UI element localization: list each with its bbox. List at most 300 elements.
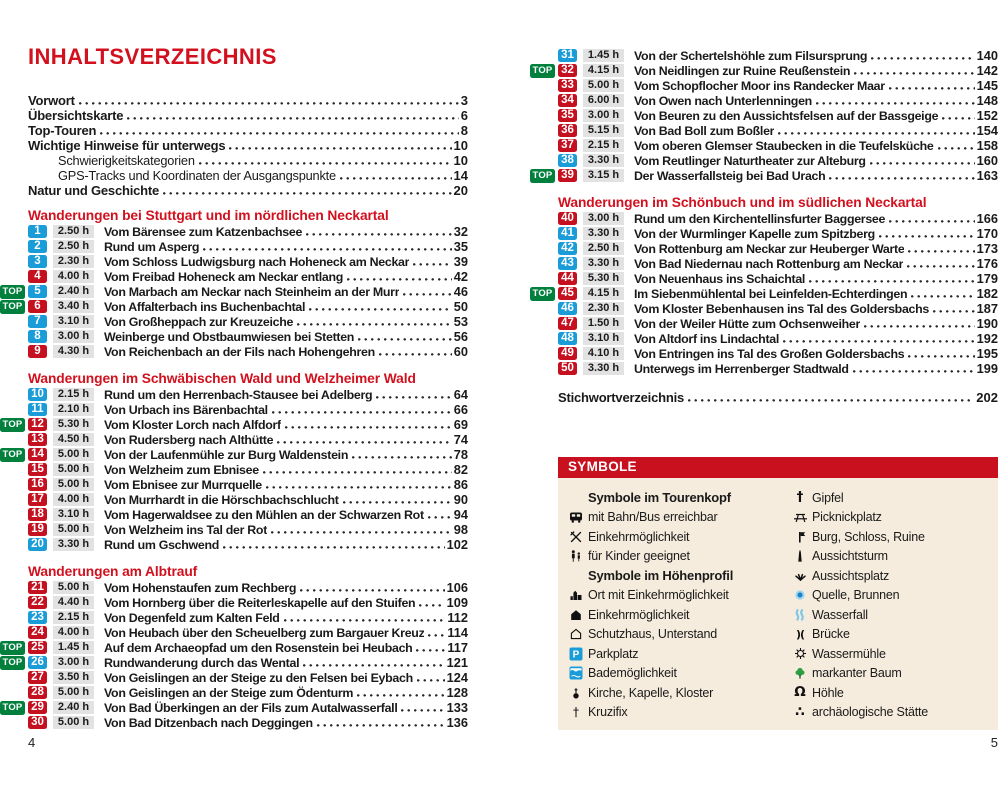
- tour-duration: 4.15 h: [583, 287, 624, 301]
- tour-number-badge: 32: [558, 64, 577, 78]
- front-matter-page: 8: [460, 123, 468, 138]
- tour-section: [2, 371, 468, 552]
- front-matter-label: GPS-Tracks und Koordinaten der Ausgangspunkte: [58, 168, 336, 183]
- tour-title: Von Altdorf ins Lindachtal: [634, 331, 780, 346]
- symbol-legend-row: [788, 586, 992, 606]
- tour-duration: 3.10 h: [583, 332, 624, 346]
- tour-page: 102: [446, 537, 468, 552]
- dot-leader: [309, 308, 452, 311]
- tour-duration: 3.00 h: [53, 656, 94, 670]
- tour-number-badge: 47: [558, 317, 577, 331]
- symbol-legend-row: [564, 683, 788, 703]
- dot-leader: [352, 456, 452, 459]
- tour-title: Vom Schopflocher Moor ins Randecker Maar: [634, 78, 885, 93]
- dot-leader: [942, 117, 974, 120]
- tour-title: Von Owen nach Unterlenningen: [634, 93, 812, 108]
- tour-duration: 3.00 h: [53, 330, 94, 344]
- symbol-legend-row: [788, 703, 992, 723]
- tour-duration: 2.15 h: [583, 139, 624, 153]
- spring-icon: [788, 588, 812, 603]
- symbols-box-body: [558, 478, 998, 730]
- tour-number-badge: 48: [558, 332, 577, 346]
- tour-number-badge: 27: [28, 671, 47, 685]
- toc-tour-row: [558, 256, 998, 271]
- tour-section: [2, 564, 468, 730]
- tour-page: 163: [976, 168, 998, 183]
- tour-duration: 4.10 h: [583, 347, 624, 361]
- tour-title: Von Affalterbach ins Buchenbachtal: [104, 299, 306, 314]
- tour-page: 64: [453, 387, 468, 402]
- toc-tour-row: [558, 361, 998, 376]
- tour-page: 74: [453, 432, 468, 447]
- top-badge: TOP: [0, 285, 25, 299]
- symbol-label: Gipfel: [812, 490, 844, 505]
- house-filled-icon: [564, 607, 588, 622]
- tour-number-badge: 4: [28, 270, 47, 284]
- tour-title: Von Welzheim ins Tal der Rot: [104, 522, 268, 537]
- tour-page: 142: [976, 63, 998, 78]
- tour-title: Von Degenfeld zum Kalten Feld: [104, 610, 280, 625]
- tour-number-badge: 38: [558, 154, 577, 168]
- archaeology-icon: ∴: [795, 703, 805, 720]
- tour-title: Von Murrhardt in die Hörschbachschlucht: [104, 492, 339, 507]
- symbol-label: Wassermühle: [812, 646, 886, 661]
- tour-number-badge: 8: [28, 330, 47, 344]
- dot-leader: [778, 132, 974, 135]
- tour-page: 90: [453, 492, 468, 507]
- symbol-label: für Kinder geeignet: [588, 549, 690, 564]
- tour-title: Von Bad Ditzenbach nach Deggingen: [104, 715, 313, 730]
- tour-number-badge: 9: [28, 345, 47, 359]
- symbol-label: markanter Baum: [812, 666, 902, 681]
- dot-leader: [428, 634, 445, 637]
- tour-page: 94: [453, 507, 468, 522]
- tour-title: Von Bad Boll zum Boßler: [634, 123, 775, 138]
- toc-tour-row: [28, 715, 468, 730]
- tour-page: 192: [976, 331, 998, 346]
- front-matter-list: [28, 93, 468, 198]
- picnic-icon: [788, 510, 812, 525]
- tour-page: 53: [453, 314, 468, 329]
- dot-leader: [688, 399, 974, 402]
- symbols-subheader-row: [564, 488, 788, 508]
- tour-number-badge: 50: [558, 362, 577, 376]
- tour-number-badge: 26: [28, 656, 47, 670]
- tour-page: 106: [446, 580, 468, 595]
- tour-page: 98: [453, 522, 468, 537]
- tour-number-badge: 25: [28, 641, 47, 655]
- tour-duration: 1.50 h: [583, 317, 624, 331]
- dot-leader: [347, 278, 452, 281]
- tour-title: Vom Hagerwaldsee zu den Mühlen an der Schwarzen Rot: [104, 507, 424, 522]
- watermill-icon: [788, 646, 812, 661]
- top-badge: TOP: [0, 300, 25, 314]
- tour-duration: 3.30 h: [583, 227, 624, 241]
- church-icon: [564, 685, 588, 700]
- tour-duration: 3.30 h: [53, 538, 94, 552]
- tour-section: [532, 48, 998, 183]
- tour-title: Rund um Asperg: [104, 239, 200, 254]
- front-matter-label: Übersichtskarte: [28, 108, 124, 123]
- dot-leader: [889, 220, 975, 223]
- symbol-legend-row: [564, 547, 788, 567]
- front-matter-row: [28, 168, 468, 183]
- dot-leader: [285, 426, 452, 429]
- symbol-label: Kruzifix: [588, 705, 628, 720]
- tour-title: Von Rudersberg nach Althütte: [104, 432, 274, 447]
- tour-duration: 5.00 h: [53, 523, 94, 537]
- tour-number-badge: 46: [558, 302, 577, 316]
- dot-leader: [79, 102, 459, 105]
- tour-title: Auf dem Archaeopfad um den Rosenstein bei Heubach: [104, 640, 413, 655]
- crucifix-icon: †: [573, 705, 579, 720]
- tour-title: Von Urbach ins Bärenbachtal: [104, 402, 268, 417]
- dot-leader: [417, 679, 445, 682]
- tour-duration: 3.30 h: [583, 362, 624, 376]
- tour-duration: 5.00 h: [583, 79, 624, 93]
- tour-page: 56: [453, 329, 468, 344]
- tour-duration: 4.00 h: [53, 270, 94, 284]
- tour-page: 60: [453, 344, 468, 359]
- tour-duration: 3.00 h: [583, 212, 624, 226]
- tour-number-badge: 35: [558, 109, 577, 123]
- dot-leader: [853, 370, 975, 373]
- dot-leader: [416, 649, 445, 652]
- dot-leader: [908, 355, 974, 358]
- front-matter-label: Schwierigkeitskategorien: [58, 153, 195, 168]
- symbol-label: archäologische Stätte: [812, 705, 929, 720]
- tour-title: Vom Ebnisee zur Murrquelle: [104, 477, 262, 492]
- tour-number-badge: 21: [28, 581, 47, 595]
- symbol-label: Quelle, Brunnen: [812, 588, 900, 603]
- page-title: INHALTSVERZEICHNIS: [28, 44, 277, 69]
- front-matter-label: Vorwort: [28, 93, 75, 108]
- tour-title: Von Marbach am Neckar nach Steinheim an der Murr: [104, 284, 400, 299]
- tour-page: 46: [453, 284, 468, 299]
- toc-tour-row: [28, 329, 468, 344]
- dot-leader: [829, 177, 974, 180]
- tour-title: Vom Kloster Lorch nach Alfdorf: [104, 417, 281, 432]
- tour-page: 66: [453, 402, 468, 417]
- tour-duration: 2.15 h: [53, 611, 94, 625]
- tour-number-badge: 36: [558, 124, 577, 138]
- symbol-legend-row: [788, 625, 992, 645]
- tour-title: Von Bad Überkingen an der Fils zum Autalwasserfall: [104, 700, 398, 715]
- toc-tour-row: [558, 211, 998, 226]
- children-icon: [564, 549, 588, 564]
- dot-leader: [127, 117, 458, 120]
- tour-page: 170: [976, 226, 998, 241]
- toc-tour-row: [28, 344, 468, 359]
- tour-number-badge: 31: [558, 49, 577, 63]
- tour-duration: 3.50 h: [53, 671, 94, 685]
- dot-leader: [317, 724, 445, 727]
- symbol-label: Höhle: [812, 685, 844, 700]
- tour-number-badge: 33: [558, 79, 577, 93]
- front-matter-row: [28, 108, 468, 123]
- summit-cross-icon: †: [796, 489, 804, 505]
- toc-tour-row: [558, 123, 998, 138]
- tour-title: Der Wasserfallsteig bei Bad Urach: [634, 168, 826, 183]
- front-matter-page: 20: [453, 183, 468, 198]
- tour-title: Weinberge und Obstbaumwiesen bei Stetten: [104, 329, 355, 344]
- symbol-legend-row: [788, 605, 992, 625]
- tour-duration: 2.30 h: [53, 255, 94, 269]
- tour-page: 69: [453, 417, 468, 432]
- tour-page: 133: [446, 700, 468, 715]
- tour-page: 166: [976, 211, 998, 226]
- dot-leader: [284, 619, 446, 622]
- dot-leader: [401, 709, 444, 712]
- tour-duration: 5.00 h: [53, 463, 94, 477]
- toc-tour-row: [558, 138, 998, 153]
- page-left: [2, 0, 468, 800]
- tour-duration: 5.30 h: [53, 418, 94, 432]
- dot-leader: [854, 72, 974, 75]
- symbols-subheader: Symbole im Tourenkopf: [588, 490, 731, 506]
- tour-number-badge: 29: [28, 701, 47, 715]
- dot-leader: [864, 325, 975, 328]
- symbol-legend-row: [788, 488, 992, 508]
- symbol-legend-row: [788, 508, 992, 528]
- symbol-legend-row: [564, 664, 788, 684]
- symbols-subheader: Symbole im Höhenprofil: [588, 568, 734, 584]
- toc-tour-row: [28, 254, 468, 269]
- dot-leader: [908, 250, 974, 253]
- front-matter-row: [28, 123, 468, 138]
- dot-leader: [303, 664, 444, 667]
- toc-tour-row: [2, 417, 468, 432]
- tour-duration: 2.30 h: [583, 302, 624, 316]
- toc-tour-row: [2, 700, 468, 715]
- tour-number-badge: 44: [558, 272, 577, 286]
- tour-page: 182: [976, 286, 998, 301]
- tour-page: 50: [453, 299, 468, 314]
- tour-section: [2, 208, 468, 359]
- tour-title: Von Bad Niedernau nach Rottenburg am Neckar: [634, 256, 904, 271]
- tour-title: Rundwanderung durch das Wental: [104, 655, 300, 670]
- front-matter-page: 10: [453, 138, 468, 153]
- tour-page: 148: [976, 93, 998, 108]
- toc-tour-row: [28, 492, 468, 507]
- tour-number-badge: 12: [28, 418, 47, 432]
- parking-icon: [564, 646, 588, 661]
- dot-leader: [358, 338, 452, 341]
- symbol-legend-row: [788, 644, 992, 664]
- dot-leader: [297, 323, 452, 326]
- tour-title: Von Entringen ins Tal des Großen Goldersbachs: [634, 346, 905, 361]
- tree-icon: [788, 666, 812, 681]
- top-badge: TOP: [0, 641, 25, 655]
- tour-duration: 2.50 h: [53, 240, 94, 254]
- tour-number-badge: 28: [28, 686, 47, 700]
- tour-number-badge: 5: [28, 285, 47, 299]
- toc-tour-row: [28, 402, 468, 417]
- symbol-label: Schutzhaus, Unterstand: [588, 627, 718, 642]
- house-outline-icon: [564, 627, 588, 642]
- symbol-legend-row: [564, 508, 788, 528]
- toc-tour-row: [532, 286, 998, 301]
- tour-page: 39: [453, 254, 468, 269]
- toc-tour-row: [28, 224, 468, 239]
- dot-leader: [889, 87, 975, 90]
- dot-leader: [879, 235, 975, 238]
- toc-tour-row: [2, 284, 468, 299]
- dot-leader: [340, 177, 452, 180]
- tour-number-badge: 11: [28, 403, 47, 417]
- cave-icon: Ω: [794, 684, 806, 700]
- symbol-label: Bademöglichkeit: [588, 666, 677, 681]
- dot-leader: [263, 471, 452, 474]
- tour-number-badge: 43: [558, 257, 577, 271]
- tour-page: 173: [976, 241, 998, 256]
- tour-number-badge: 49: [558, 347, 577, 361]
- tour-number-badge: 13: [28, 433, 47, 447]
- tour-number-badge: 23: [28, 611, 47, 625]
- toc-tour-row: [558, 153, 998, 168]
- tour-duration: 3.30 h: [583, 154, 624, 168]
- tour-number-badge: 39: [558, 169, 577, 183]
- dot-leader: [911, 295, 974, 298]
- tour-number-badge: 18: [28, 508, 47, 522]
- dot-leader: [870, 162, 975, 165]
- front-matter-label: Natur und Geschichte: [28, 183, 160, 198]
- top-badge: TOP: [0, 448, 25, 462]
- toc-tour-row: [558, 108, 998, 123]
- index-entry-label: Stichwortverzeichnis: [558, 390, 685, 405]
- tour-title: Vom Freibad Hoheneck am Neckar entlang: [104, 269, 344, 284]
- tour-number-badge: 37: [558, 139, 577, 153]
- tour-duration: 3.10 h: [53, 508, 94, 522]
- viewpoint-icon: [788, 568, 812, 583]
- toc-tour-row: [558, 271, 998, 286]
- tour-duration: 4.30 h: [53, 345, 94, 359]
- tour-number-badge: 14: [28, 448, 47, 462]
- tour-duration: 3.40 h: [53, 300, 94, 314]
- tour-page: 35: [453, 239, 468, 254]
- tour-duration: 4.40 h: [53, 596, 94, 610]
- tour-page: 109: [446, 595, 468, 610]
- tour-number-badge: 7: [28, 315, 47, 329]
- top-badge: TOP: [530, 64, 555, 78]
- symbol-legend-row: [788, 566, 992, 586]
- dot-leader: [229, 147, 451, 150]
- tour-duration: 3.30 h: [583, 257, 624, 271]
- tour-duration: 6.00 h: [583, 94, 624, 108]
- toc-tour-row: [2, 640, 468, 655]
- tour-page: 112: [447, 610, 468, 625]
- tour-title: Von Welzheim zum Ebnisee: [104, 462, 259, 477]
- toc-tour-row: [28, 537, 468, 552]
- bus-icon: [564, 510, 588, 525]
- dot-leader: [300, 589, 445, 592]
- tour-title: Von Reichenbach an der Fils nach Hohengehren: [104, 344, 375, 359]
- tour-page: 86: [453, 477, 468, 492]
- tour-number-badge: 20: [28, 538, 47, 552]
- dot-leader: [272, 411, 452, 414]
- symbols-subheader-row: [564, 566, 788, 586]
- left-tour-sections: [2, 208, 468, 730]
- front-matter-page: 14: [453, 168, 468, 183]
- toc-tour-row: [28, 595, 468, 610]
- tour-page: 136: [446, 715, 468, 730]
- tour-page: 82: [453, 462, 468, 477]
- toc-tour-row: [558, 301, 998, 316]
- tour-number-badge: 34: [558, 94, 577, 108]
- tour-title: Vom Hohenstaufen zum Rechberg: [104, 580, 297, 595]
- dot-leader: [343, 501, 452, 504]
- tour-duration: 2.50 h: [53, 225, 94, 239]
- swimming-icon: [564, 666, 588, 681]
- tour-title: Von Neuenhaus ins Schaichtal: [634, 271, 806, 286]
- tour-number-badge: 2: [28, 240, 47, 254]
- symbols-column: [788, 488, 992, 722]
- tour-page: 32: [453, 224, 468, 239]
- tour-duration: 5.30 h: [583, 272, 624, 286]
- tour-duration: 3.10 h: [53, 315, 94, 329]
- toc-tour-row: [28, 507, 468, 522]
- tour-duration: 1.45 h: [583, 49, 624, 63]
- toc-tour-row: [558, 78, 998, 93]
- castle-icon: [788, 529, 812, 544]
- tour-page: 117: [447, 640, 468, 655]
- section-heading: Wanderungen bei Stuttgart und im nördlichen Neckartal: [28, 208, 389, 223]
- dot-leader: [871, 57, 974, 60]
- tour-title: Von Geislingen an der Steige zu den Felsen bei Eybach: [104, 670, 413, 685]
- dot-leader: [100, 132, 458, 135]
- tour-duration: 2.40 h: [53, 285, 94, 299]
- tour-duration: 4.15 h: [583, 64, 624, 78]
- toc-tour-row: [558, 48, 998, 63]
- page-right: [532, 0, 998, 800]
- tour-number-badge: 30: [28, 716, 47, 730]
- tour-number-badge: 19: [28, 523, 47, 537]
- dot-leader: [379, 353, 452, 356]
- tour-title: Unterwegs im Herrenberger Stadtwald: [634, 361, 849, 376]
- symbol-legend-row: [564, 527, 788, 547]
- tour-title: Vom Schloss Ludwigsburg nach Hoheneck am Neckar: [104, 254, 410, 269]
- toc-tour-row: [28, 387, 468, 402]
- index-entry-page: 202: [976, 390, 998, 405]
- dot-leader: [376, 396, 452, 399]
- toc-tour-row: [28, 269, 468, 284]
- tour-number-badge: 15: [28, 463, 47, 477]
- dot-leader: [306, 233, 452, 236]
- toc-tour-row: [558, 241, 998, 256]
- tour-duration: 5.00 h: [53, 448, 94, 462]
- tour-page: 78: [453, 447, 468, 462]
- tour-number-badge: 45: [558, 287, 577, 301]
- dot-leader: [933, 310, 975, 313]
- tour-page: 42: [453, 269, 468, 284]
- symbol-label: Aussichtsplatz: [812, 568, 890, 583]
- top-badge: TOP: [530, 169, 555, 183]
- tour-title: Von der Wurmlinger Kapelle zum Spitzberg: [634, 226, 875, 241]
- toc-tour-row: [28, 462, 468, 477]
- toc-tour-row: [28, 625, 468, 640]
- tour-duration: 3.00 h: [583, 109, 624, 123]
- symbol-legend-row: [564, 644, 788, 664]
- dot-leader: [907, 265, 974, 268]
- front-matter-row: [28, 93, 468, 108]
- toc-tour-row: [28, 432, 468, 447]
- section-heading: Wanderungen im Schwäbischen Wald und Welzheimer Wald: [28, 371, 416, 386]
- tour-title: Von Heubach über den Scheuelberg zum Bargauer Kreuz: [104, 625, 425, 640]
- page-number-left: 4: [28, 735, 36, 750]
- tour-page: 140: [976, 48, 998, 63]
- toc-tour-row: [532, 63, 998, 78]
- tour-title: Vom Kloster Bebenhausen ins Tal des Goldersbachs: [634, 301, 929, 316]
